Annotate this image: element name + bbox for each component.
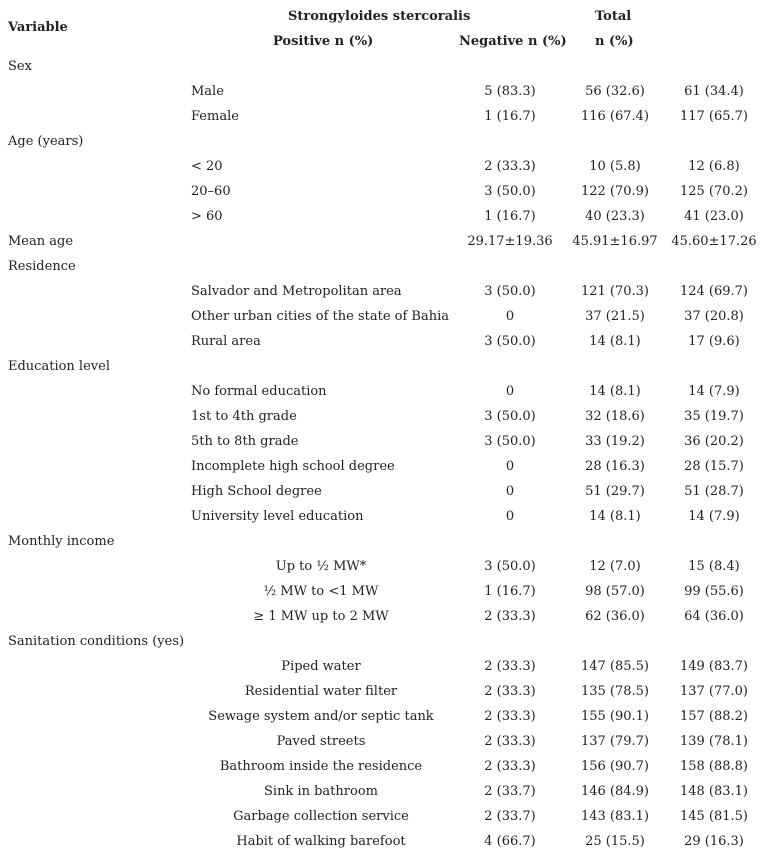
- category-cell: ≥ 1 MW up to 2 MW: [253, 609, 389, 624]
- positive-cell: 3 (50.0): [484, 409, 536, 424]
- positive-cell: 5 (83.3): [484, 84, 536, 99]
- table-row: [0, 704, 766, 729]
- positive-cell: 0: [505, 459, 515, 474]
- table-row: [0, 104, 766, 129]
- negative-cell: 143 (83.1): [580, 809, 650, 824]
- total-cell: 51 (28.7): [684, 484, 744, 499]
- negative-cell: 33 (19.2): [585, 434, 645, 449]
- category-cell: University level education: [191, 509, 364, 524]
- category-cell: Garbage collection service: [233, 809, 409, 824]
- positive-header: Positive n (%): [273, 34, 374, 49]
- variable-header: Variable: [8, 20, 68, 35]
- category-cell: ½ MW to <1 MW: [263, 584, 379, 599]
- total-cell: 158 (88.8): [679, 759, 749, 774]
- total-cell: 145 (81.5): [679, 809, 749, 824]
- category-cell: 1st to 4th grade: [191, 409, 297, 424]
- total-cell: 15 (8.4): [688, 559, 740, 574]
- table-row: [0, 729, 766, 754]
- table-row: [0, 154, 766, 179]
- total-cell: 61 (34.4): [684, 84, 744, 99]
- table-row: [0, 754, 766, 779]
- total-cell: 139 (78.1): [679, 734, 749, 749]
- negative-cell: 14 (8.1): [589, 509, 641, 524]
- table-row: [0, 379, 766, 404]
- positive-cell: 1 (16.7): [484, 209, 536, 224]
- table-row: [0, 129, 766, 154]
- positive-cell: 29.17±19.36: [467, 234, 553, 249]
- table-row: [0, 454, 766, 479]
- category-cell: Residential water filter: [244, 684, 398, 699]
- table-row: [0, 504, 766, 529]
- total-cell: 157 (88.2): [679, 709, 749, 724]
- variable-cell: Residence: [8, 259, 76, 274]
- table-row: [0, 304, 766, 329]
- category-cell: Bathroom inside the residence: [219, 759, 423, 774]
- positive-cell: 0: [505, 509, 515, 524]
- table-row: [0, 579, 766, 604]
- category-cell: Sink in bathroom: [264, 784, 378, 799]
- positive-cell: 3 (50.0): [484, 434, 536, 449]
- positive-cell: 2 (33.3): [484, 684, 536, 699]
- category-cell: High School degree: [191, 484, 322, 499]
- variable-cell: Age (years): [8, 134, 84, 149]
- total-cell: 12 (6.8): [688, 159, 740, 174]
- total-cell: 125 (70.2): [679, 184, 749, 199]
- total-cell: 14 (7.9): [688, 509, 740, 524]
- positive-cell: 2 (33.3): [484, 759, 536, 774]
- positive-cell: 3 (50.0): [484, 334, 536, 349]
- total-cell: 124 (69.7): [679, 284, 749, 299]
- negative-cell: 51 (29.7): [585, 484, 645, 499]
- total-header: Total: [595, 9, 632, 24]
- total-cell: 149 (83.7): [679, 659, 749, 674]
- table-row: [0, 629, 766, 654]
- table-row: [0, 829, 766, 854]
- table-row: [0, 429, 766, 454]
- negative-cell: 137 (79.7): [580, 734, 650, 749]
- table-row: [0, 804, 766, 829]
- category-cell: Up to ½ MW*: [275, 559, 367, 574]
- table-row: [0, 329, 766, 354]
- variable-cell: Education level: [8, 359, 110, 374]
- positive-cell: 2 (33.7): [484, 784, 536, 799]
- total-cell: 117 (65.7): [679, 109, 749, 124]
- negative-cell: 122 (70.9): [580, 184, 650, 199]
- positive-cell: 3 (50.0): [484, 284, 536, 299]
- table-row: [0, 479, 766, 504]
- category-cell: Habit of walking barefoot: [236, 834, 406, 849]
- negative-cell: 147 (85.5): [580, 659, 650, 674]
- category-cell: < 20: [191, 159, 223, 174]
- total-cell: 29 (16.3): [684, 834, 744, 849]
- positive-cell: 0: [505, 384, 515, 399]
- table-row: [0, 204, 766, 229]
- table-row: [0, 354, 766, 379]
- negative-cell: 14 (8.1): [589, 384, 641, 399]
- total-n-header: n (%): [595, 34, 634, 49]
- positive-cell: 2 (33.3): [484, 609, 536, 624]
- negative-cell: 121 (70.3): [580, 284, 650, 299]
- positive-cell: 3 (50.0): [484, 559, 536, 574]
- category-cell: > 60: [191, 209, 223, 224]
- category-cell: 20–60: [191, 184, 231, 199]
- negative-cell: 14 (8.1): [589, 334, 641, 349]
- negative-cell: 32 (18.6): [585, 409, 645, 424]
- table-row: [0, 179, 766, 204]
- negative-cell: 25 (15.5): [585, 834, 645, 849]
- category-cell: 5th to 8th grade: [191, 434, 299, 449]
- positive-cell: 2 (33.3): [484, 709, 536, 724]
- negative-cell: 98 (57.0): [585, 584, 645, 599]
- variable-cell: Sex: [8, 59, 32, 74]
- negative-cell: 156 (90.7): [580, 759, 650, 774]
- category-cell: No formal education: [191, 384, 327, 399]
- table-row: [0, 229, 766, 254]
- variable-cell: Sanitation conditions (yes): [8, 634, 185, 649]
- negative-cell: 116 (67.4): [580, 109, 650, 124]
- table-row: [0, 779, 766, 804]
- negative-cell: 56 (32.6): [585, 84, 645, 99]
- table-row: [0, 604, 766, 629]
- category-cell: Incomplete high school degree: [191, 459, 395, 474]
- table-row: [0, 404, 766, 429]
- positive-cell: 2 (33.7): [484, 809, 536, 824]
- positive-cell: 2 (33.3): [484, 734, 536, 749]
- category-cell: Paved streets: [276, 734, 366, 749]
- negative-header: Negative n (%): [459, 34, 567, 49]
- total-cell: 37 (20.8): [684, 309, 744, 324]
- total-cell: 41 (23.0): [684, 209, 744, 224]
- positive-cell: 0: [505, 484, 515, 499]
- table-row: [0, 654, 766, 679]
- negative-cell: 37 (21.5): [585, 309, 645, 324]
- variable-cell: Mean age: [8, 234, 74, 249]
- total-cell: 45.60±17.26: [671, 234, 757, 249]
- table-row: [0, 529, 766, 554]
- species-header: Strongyloides stercoralis: [288, 9, 471, 24]
- table-row: [0, 254, 766, 279]
- category-cell: Piped water: [281, 659, 361, 674]
- negative-cell: 40 (23.3): [585, 209, 645, 224]
- negative-cell: 28 (16.3): [585, 459, 645, 474]
- category-cell: Salvador and Metropolitan area: [191, 284, 402, 299]
- category-cell: Female: [191, 109, 239, 124]
- total-cell: 35 (19.7): [684, 409, 744, 424]
- negative-cell: 155 (90.1): [580, 709, 650, 724]
- total-cell: 17 (9.6): [688, 334, 740, 349]
- table-row: [0, 54, 766, 79]
- category-cell: Other urban cities of the state of Bahia: [191, 309, 450, 324]
- category-cell: Male: [191, 84, 224, 99]
- table-row: [0, 554, 766, 579]
- total-cell: 148 (83.1): [679, 784, 749, 799]
- positive-cell: 3 (50.0): [484, 184, 536, 199]
- negative-cell: 10 (5.8): [589, 159, 641, 174]
- negative-cell: 135 (78.5): [580, 684, 650, 699]
- table-row: [0, 279, 766, 304]
- category-cell: Rural area: [191, 334, 261, 349]
- positive-cell: 4 (66.7): [484, 834, 536, 849]
- positive-cell: 1 (16.7): [484, 584, 536, 599]
- positive-cell: 2 (33.3): [484, 159, 536, 174]
- positive-cell: 2 (33.3): [484, 659, 536, 674]
- total-cell: 137 (77.0): [679, 684, 749, 699]
- category-cell: Sewage system and/or septic tank: [208, 709, 434, 724]
- total-cell: 36 (20.2): [684, 434, 744, 449]
- positive-cell: 1 (16.7): [484, 109, 536, 124]
- negative-cell: 12 (7.0): [589, 559, 641, 574]
- negative-cell: 62 (36.0): [585, 609, 645, 624]
- variable-cell: Monthly income: [8, 534, 115, 549]
- total-cell: 14 (7.9): [688, 384, 740, 399]
- total-cell: 28 (15.7): [684, 459, 744, 474]
- negative-cell: 146 (84.9): [580, 784, 650, 799]
- total-cell: 64 (36.0): [684, 609, 744, 624]
- positive-cell: 0: [505, 309, 515, 324]
- negative-cell: 45.91±16.97: [572, 234, 658, 249]
- table-row: [0, 679, 766, 704]
- total-cell: 99 (55.6): [684, 584, 744, 599]
- table-row: [0, 79, 766, 104]
